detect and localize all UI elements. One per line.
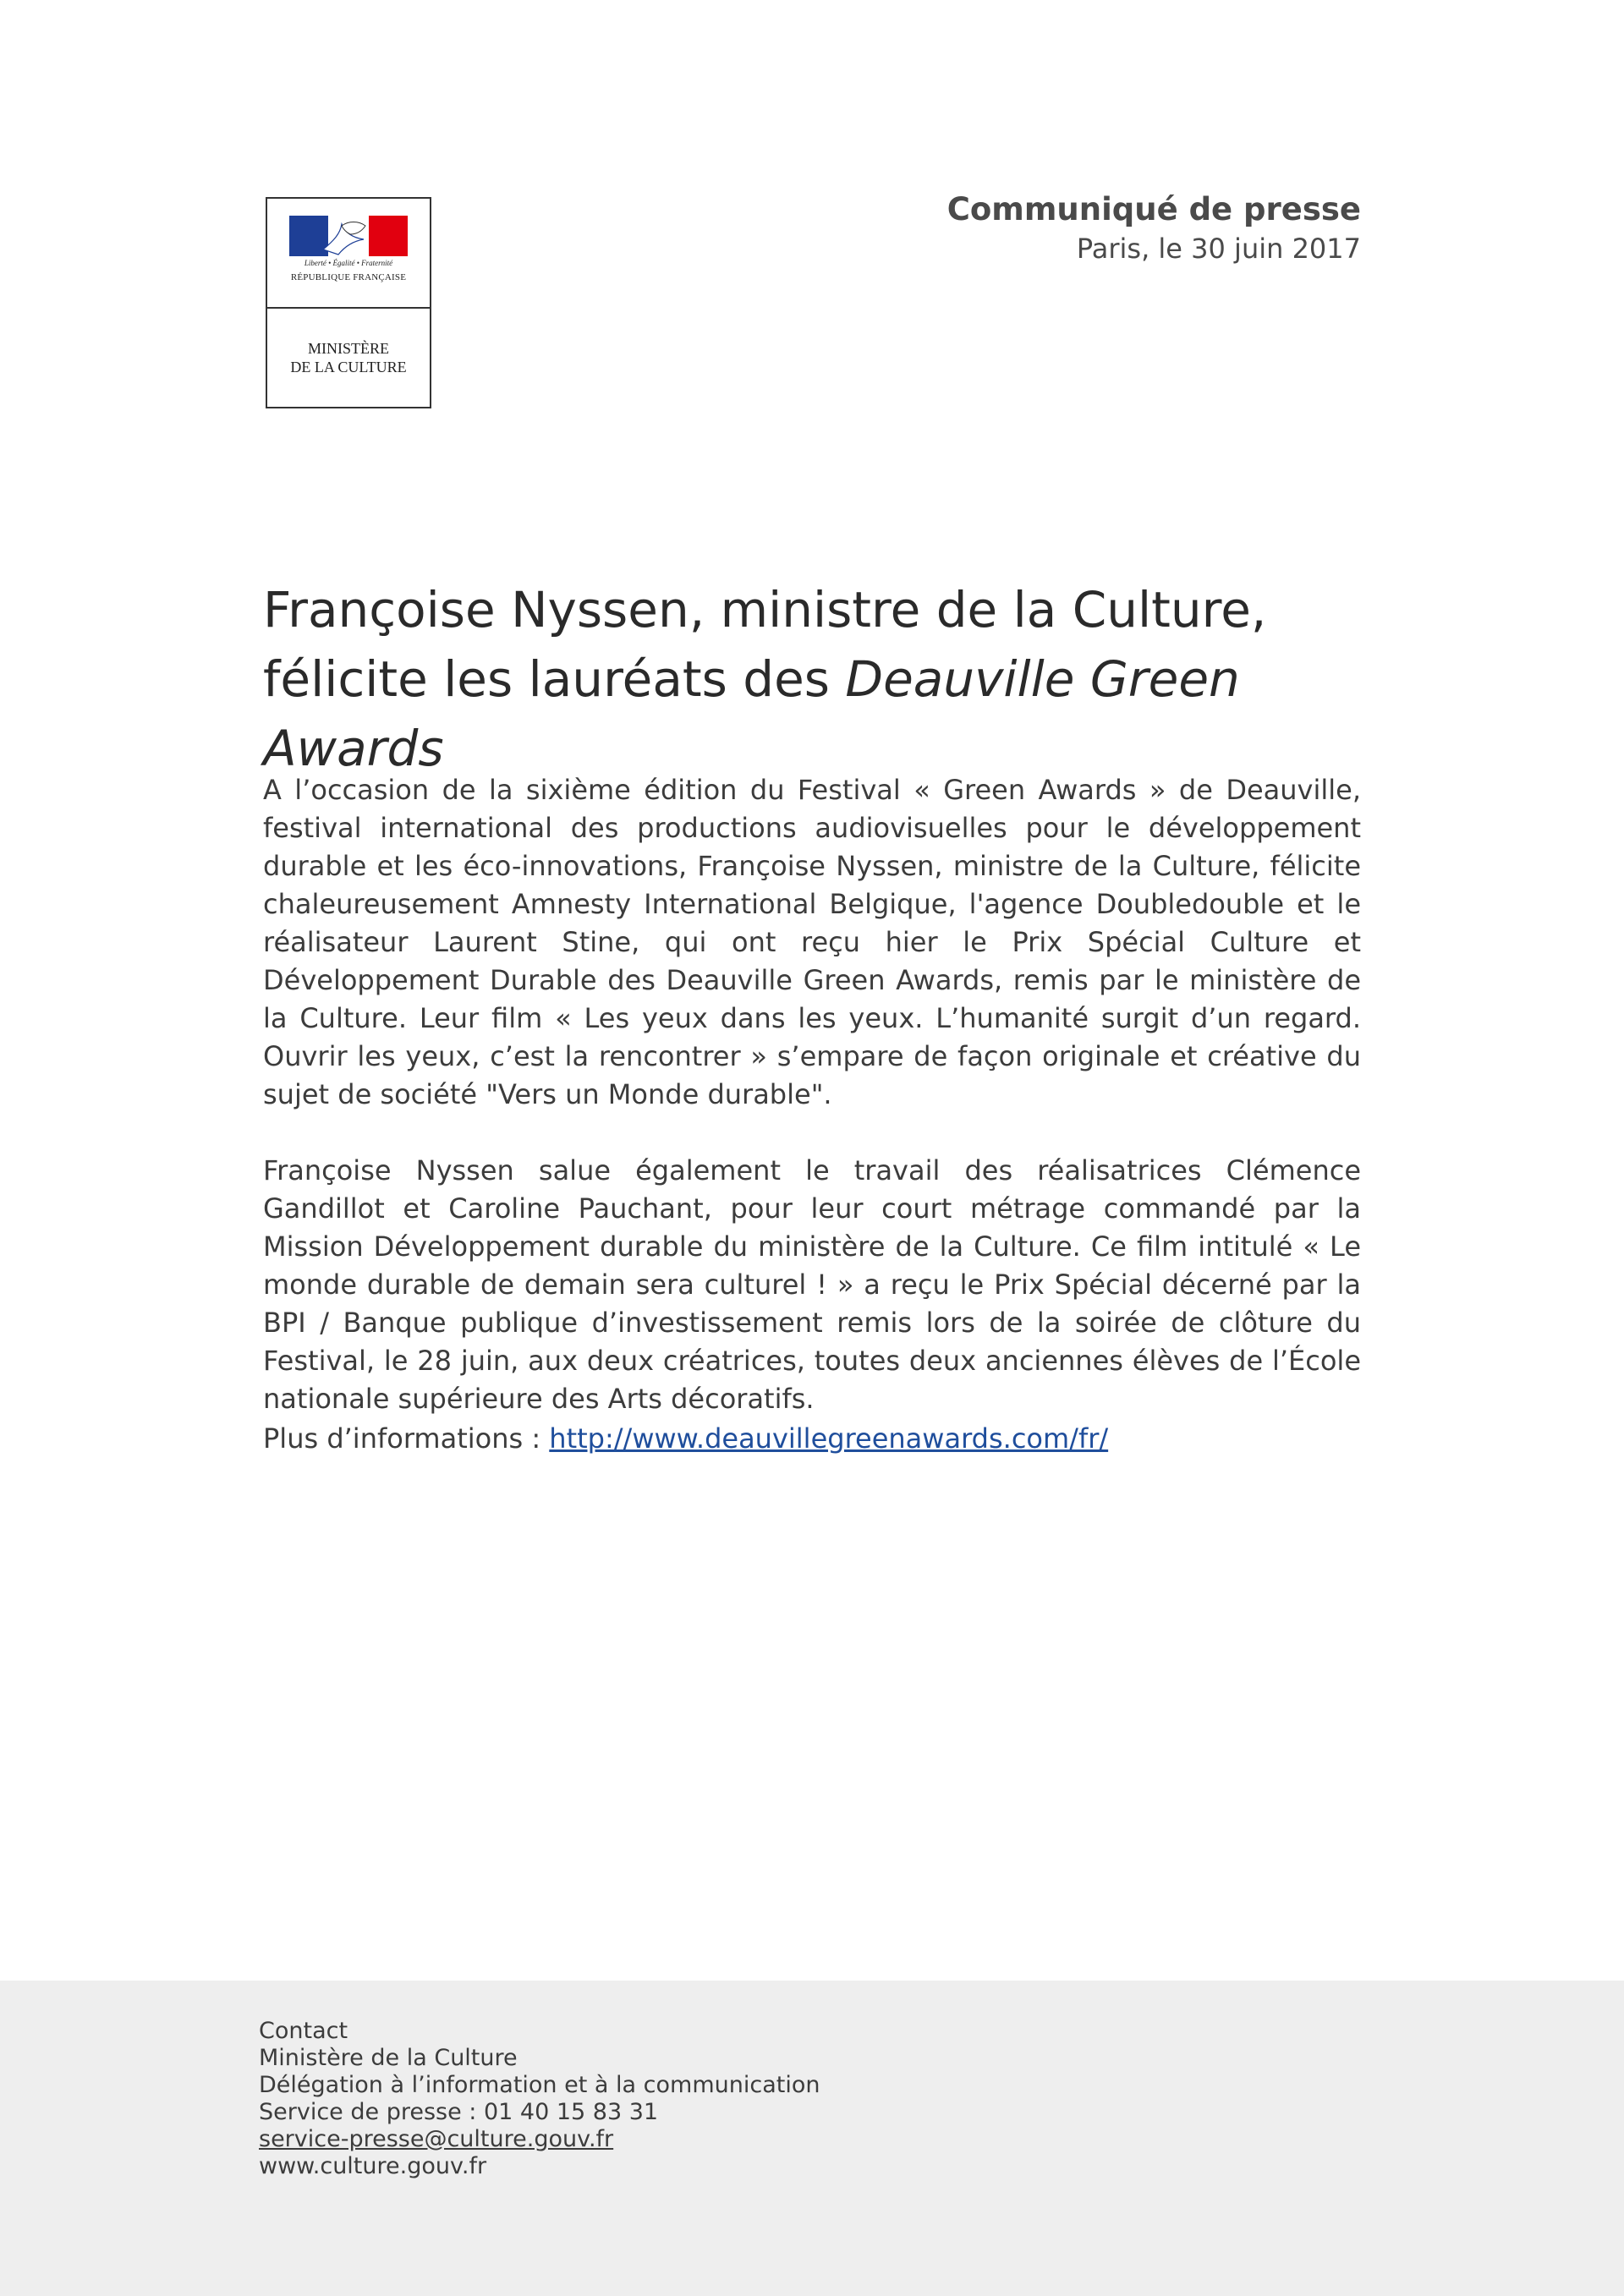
press-release-date: Paris, le 30 juin 2017: [1076, 233, 1361, 265]
republic-emblem: [267, 199, 430, 309]
ministry-logo: [266, 197, 431, 408]
contact-footer: [0, 1981, 1624, 2296]
contact-website[interactable]: www.culture.gouv.fr: [259, 2153, 487, 2179]
contact-delegation: Délégation à l’information et à la communication: [259, 2072, 820, 2098]
contact-ministry: Ministère de la Culture: [259, 2045, 518, 2071]
contact-email-link[interactable]: service-presse@culture.gouv.fr: [259, 2126, 614, 2152]
ministry-label: MINISTÈRE DE LA CULTURE: [290, 340, 407, 375]
page-title: Françoise Nyssen, ministre de la Culture, félicite les lauréats des Deauville Green Awards: [263, 581, 1267, 777]
article-body: [263, 771, 1361, 1456]
marianne-flag-icon: [289, 216, 408, 256]
republic-motto: Liberté • Égalité • Fraternité: [304, 259, 393, 267]
contact-phone: Service de presse : 01 40 15 83 31: [259, 2099, 659, 2125]
paragraph-1: A l’occasion de la sixième édition du Festival « Green Awards » de Deauville, festival international des productions audiovisuelles pour le développement durable et les éco-innovations, Françoise Nyssen, ministre de la Culture, félicite chaleureusement Amnesty International Belgique, l'agence Doubledouble et le réalisateur Laurent Stine, qui ont reçu hier le Prix Spécial Culture et Développement Durable des Deauville Green Awards, remis par le ministère de la Culture. Leur film « Les yeux dans les yeux. L’humanité surgit d’un regard. Ouvrir les yeux, c’est la rencontrer » s’empare de façon originale et créative du sujet de société "Vers un Monde durable".: [263, 774, 1361, 1110]
press-release-title: Communiqué de presse: [946, 191, 1361, 227]
paragraph-2: Françoise Nyssen salue également le travail des réalisatrices Clémence Gandillot et Caroline Pauchant, pour leur court métrage commandé par la Mission Développement durable du ministère de la Culture. Ce film intitulé « Le monde durable de demain sera culturel ! » a reçu le Prix Spécial décerné par la BPI / Banque publique d’investissement remis lors de la soirée de clôture du Festival, le 28 juin, aux deux créatrices, toutes deux anciennes élèves de l’École nationale supérieure des Arts décoratifs.: [263, 1154, 1361, 1415]
more-info-label: Plus d’informations :: [263, 1422, 550, 1455]
republic-label: RÉPUBLIQUE FRANÇAISE: [290, 272, 407, 282]
contact-heading: Contact: [259, 2018, 348, 2044]
festival-link[interactable]: http://www.deauvillegreenawards.com/fr/: [549, 1422, 1109, 1455]
more-info: [263, 1420, 1108, 1458]
press-header: [947, 189, 1361, 267]
